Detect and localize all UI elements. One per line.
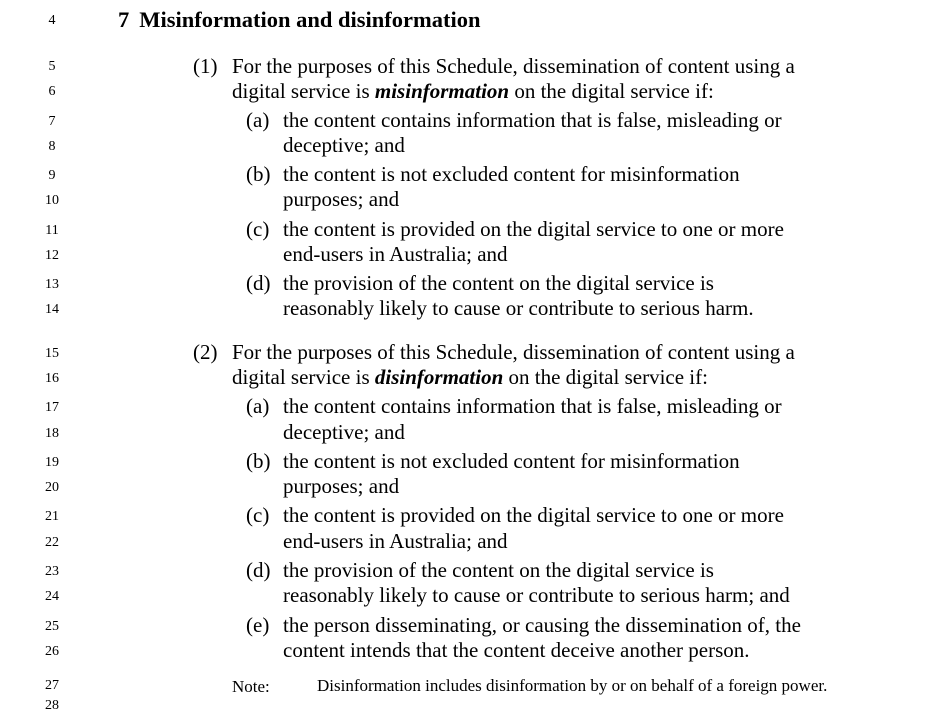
line-number: 10: [45, 193, 59, 208]
line-number: 9: [48, 168, 56, 183]
lead-text: on the digital service if:: [509, 79, 714, 103]
line-number: 12: [45, 248, 59, 263]
subsection-lead-line: For the purposes of this Schedule, dissemination of content using a: [232, 54, 795, 78]
line-number: 20: [45, 480, 59, 495]
paragraph-label: (c): [246, 503, 270, 527]
paragraph-label: (d): [246, 558, 271, 582]
section-heading: [118, 7, 481, 33]
paragraph-text: the content is not excluded content for misinformation: [283, 162, 740, 186]
line-number: 13: [45, 277, 59, 292]
subsection-label: (2): [193, 340, 218, 364]
line-number: 6: [48, 84, 56, 99]
lead-text: on the digital service if:: [503, 365, 708, 389]
line-number: 22: [45, 535, 59, 550]
paragraph-label: (b): [246, 162, 271, 186]
paragraph-text: end-users in Australia; and: [283, 529, 508, 553]
line-number: 17: [45, 400, 59, 415]
line-number: 14: [45, 302, 59, 317]
paragraph-label: (b): [246, 449, 271, 473]
line-number: 26: [45, 644, 59, 659]
line-number: 23: [45, 564, 59, 579]
paragraph-text: the content is provided on the digital service to one or more: [283, 503, 784, 527]
lead-text: digital service is: [232, 79, 375, 103]
line-number: 21: [45, 509, 59, 524]
note-label: Note:: [232, 677, 270, 696]
paragraph-text: purposes; and: [283, 187, 400, 211]
subsection-lead-line: For the purposes of this Schedule, dissemination of content using a: [232, 340, 795, 364]
line-number: 11: [45, 223, 59, 238]
line-number: 25: [45, 619, 59, 634]
defined-term: misinformation: [374, 79, 510, 103]
subsection-lead-line: [232, 79, 714, 103]
paragraph-text: the content is not excluded content for misinformation: [283, 449, 740, 473]
paragraph-text: the content contains information that is false, misleading or: [283, 108, 782, 132]
section-number: 7: [118, 7, 130, 32]
paragraph-label: (e): [246, 613, 270, 637]
line-number: 18: [45, 426, 59, 441]
paragraph-text: reasonably likely to cause or contribute to serious harm.: [283, 296, 754, 320]
lead-text: digital service is: [232, 365, 375, 389]
paragraph-text: end-users in Australia; and: [283, 242, 508, 266]
line-number: 24: [45, 589, 59, 604]
paragraph-text: reasonably likely to cause or contribute to serious harm; and: [283, 583, 790, 607]
paragraph-text: deceptive; and: [283, 420, 405, 444]
line-number: 5: [48, 59, 56, 74]
subsection-label: (1): [193, 54, 218, 78]
paragraph-label: (d): [246, 271, 271, 295]
paragraph-label: (c): [246, 217, 270, 241]
line-number: 8: [48, 139, 56, 154]
line-number: 28: [45, 698, 59, 713]
paragraph-text: the person disseminating, or causing the dissemination of, the: [283, 613, 801, 637]
line-number: 4: [48, 13, 56, 28]
defined-term: disinformation: [374, 365, 504, 389]
subsection-lead-line: [232, 365, 708, 389]
line-number: 16: [45, 371, 59, 386]
paragraph-text: the content is provided on the digital service to one or more: [283, 217, 784, 241]
line-number: 7: [48, 114, 56, 129]
paragraph-text: content intends that the content deceive another person.: [283, 638, 750, 662]
paragraph-text: the provision of the content on the digital service is: [283, 558, 714, 582]
line-number: 27: [45, 678, 59, 693]
paragraph-label: (a): [246, 108, 270, 132]
paragraph-text: purposes; and: [283, 474, 400, 498]
line-number: 19: [45, 455, 59, 470]
paragraph-label: (a): [246, 394, 270, 418]
paragraph-text: the content contains information that is false, misleading or: [283, 394, 782, 418]
paragraph-text: deceptive; and: [283, 133, 405, 157]
note-text: Disinformation includes disinformation by or on behalf of a foreign power.: [317, 676, 828, 695]
paragraph-text: the provision of the content on the digital service is: [283, 271, 714, 295]
line-number: 15: [45, 346, 59, 361]
section-title: Misinformation and disinformation: [139, 7, 481, 32]
